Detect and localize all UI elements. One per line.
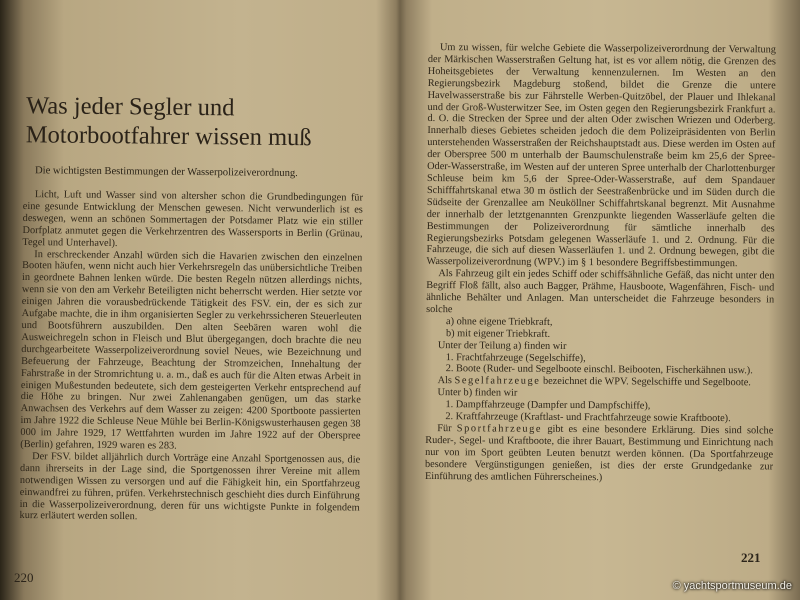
page-number-right: 221: [741, 550, 761, 565]
text-rest: gibt es eine besondere Erklärung. Dies sind solche Ruder-, Segel- und Kraftboote, die ihrer Bauart, Bestimmung und Einrichtung nach nur von im Sport geübten Leuten benutzt werden können. (Da Sportfahrzeuge besondere Vergünstigungen genießen, ist dies der erste Grundgedanke zur Einführung des amtlichen Führerscheines.): [424, 423, 774, 483]
paragraph: Unter der Teilung a) finden wir: [437, 339, 567, 352]
list-item: a) ohne eigene Triebkraft,: [446, 315, 553, 328]
chapter-title: Was jeder Segler und Motorbootfahrer wissen muß: [25, 92, 312, 152]
right-body-text: [425, 42, 776, 485]
text-prefix: Für: [437, 423, 452, 435]
text-rest: bezeichnet die WPV. Segelschiffe und Segelboote.: [542, 376, 751, 389]
paragraph: Um zu wissen, für welche Gebiete die Wasserpolizeiverordnung der Verwaltung der Märkischen Wasserstraßen Geltung hat, ist es vor allem nötig, die Grenzen des Hoheitsgebietes der Verwaltung kennenzulernen. Im Westen an den Regierungsbezirk Magdeburg stoßend, bildet die Grenze die untere Havelwasserstraße bis zur Fährstelle Werben-Quitzöbel, der Plauer und Ihlekanal und der Groß-Wusterwitzer See, im Osten gegen den Regierungsbezirk Frankfurt a. d. O. die Strecken der Spree und der alten Oder zwischen Wriezen und Oderberg. Innerhalb dieses Gebietes scheiden jedoch die dem Polizeipräsidenten von Berlin unterstehenden Wasserstraßen der Reichshauptstadt aus. Diese werden im Osten auf der Oberspree 500 m unterhalb der Baumschulenstraße beim km 25,6 der Spree-Oder-Wasserstraße, im Westen auf der unteren Spree unterhalb der Charlottenburger Schleuse beim km 5,6 der Spree-Oder-Wasserstraße, auf dem Spandauer Schifffahrtskanal etwa 30 m östlich der Seestraßenbrücke und im Süden durch die Südseite der Grenzallee am Neuköllner Schiffahrtskanal begrenzt. Mit Ausnahme der innerhalb der letztgenannten Grenzpunkte liegenden Wasserläufe gelten die Bestimmungen der Polizeiverordnung für sämtliche innerhalb des Regierungsbezirks Potsdam gelegenen Wasserläufe 1. und 2. Ordnung. Für die Fahrzeuge, die sich auf diesen Wasserläufen 1. und 2. Ordnung bewegen, gibt die Wasserpolizeiverordnung (WPV.) im § 1 besondere Begriffsbestimmungen.: [426, 42, 776, 270]
list-item: 1. Frachtfahrzeuge (Segelschiffe),: [445, 351, 586, 364]
list-item: b) mit eigener Triebkraft.: [445, 327, 551, 340]
list-item: 1. Dampffahrzeuge (Dampfer und Dampfschiffe),: [445, 399, 651, 412]
paragraph: Als Fahrzeug gilt ein jedes Schiff oder schiffsähnliche Gefäß, das nicht unter den Begriff Floß fällt, also auch Bagger, Prähme, Hausboote, Wagenfähren, Fisch- und ähnliche Behälter und Anlagen. Man unterscheidet die Fahrzeuge besonders in solche: [426, 268, 775, 316]
paragraph: Licht, Luft und Wasser sind von altersher schon die Grundbedingungen für eine gesunde Entwicklung der Menschen gewesen. Nicht verwunderlich ist es deswegen, wenn an schönen Sommertagen der Potsdamer Platz wie ein stiller Dorfplatz anmutet gegen die Verkehrzentren des Wassersports in Berlin (Grünau, Tegel und Unterhavel).: [22, 189, 363, 249]
text-prefix: Als: [437, 375, 452, 387]
spaced-term: Segelfahrzeuge: [454, 375, 541, 388]
paragraph: [425, 423, 773, 485]
list-item: 2. Boote (Ruder- und Segelboote einschl. Beibooten, Fischerkähnen usw.).: [445, 363, 753, 377]
watermark: © yachtsportmuseum.de: [672, 580, 792, 592]
spaced-term: Sportfahrzeuge: [456, 423, 543, 435]
paragraph: In erschreckender Anzahl würden sich die Havarien zwischen den einzelnen Booten häufen, wenn nicht auch hier Verkehrsregeln das unübersichtliche Treiben in geordnete Bahnen lenken würde. Die besten Regeln nützen allerdings nichts, wenn sie von den am Verkehr Beteiligten nicht beherrscht werden. Hier setzte vor einigen Jahren die vorausbedrückende Tätigkeit des FSV. ein, der es sich zur Aufgabe machte, die in ihm organisierten Segler zu verkehrssicheren Steuerleuten und Bootsführern auszubilden. Den alten Seebären waren wohl die Ausweichregeln schon in Fleisch und Blut übergegangen, doch brachte die neu durchgearbeitete Wasserpolizeiverordnung soviel Neues, wie Bezeichnung und Befeuerung der Fahrzeuge, Beachtung der Stromzeichen, Innehaltung der Fahrstraße in der Stromrichtung u. a. m., daß es auch für die Alten etwas Arbeit in einigen Mußestunden bedeutete, sich dem gesteigerten Verkehr entsprechend auf die Höhe zu bringen. Nur zwei Zahlenangaben genügen, um das starke Anwachsen des Verkehrs auf dem Wasser zu zeigen: 4200 Sportboote passierten im Jahre 1922 die Schleuse Neue Mühle bei Berlin-Königswusterhausen gegen 38 000 im Jahre 1929, 17 Wettfahrten wurden im Jahre 1922 auf der Oberspree (Berlin) gefahren, 1929 waren es 283.: [20, 248, 363, 452]
page-number-left: 220: [14, 570, 34, 585]
paragraph: Unter b) finden wir: [437, 387, 518, 399]
paragraph: Der FSV. bildet alljährlich durch Vorträge eine Anzahl Sportgenossen aus, die dann ihrerseits in der Lage sind, die Sportgenossen ihrer Vereine mit allem notwendigen Wissen zu versorgen und auf die Fähigkeit hin, ein Sportfahrzeug einwandfrei zu führen, prüfen. Verkehrstechnisch geschieht dies durch Einführung in die Wasserpolizeiverordnung, deren für uns wichtigste Punkte in folgendem kurz erläutert werden sollen.: [19, 451, 361, 523]
list-item: 2. Kraftfahrzeuge (Kraftlast- und Frachtfahrzeuge sowie Kraftboote).: [445, 411, 731, 425]
left-body-text: [20, 189, 363, 526]
right-page: [400, 0, 800, 600]
chapter-subtitle: Die wichtigsten Bestimmungen der Wasserpolizeiverordnung.: [34, 165, 298, 180]
